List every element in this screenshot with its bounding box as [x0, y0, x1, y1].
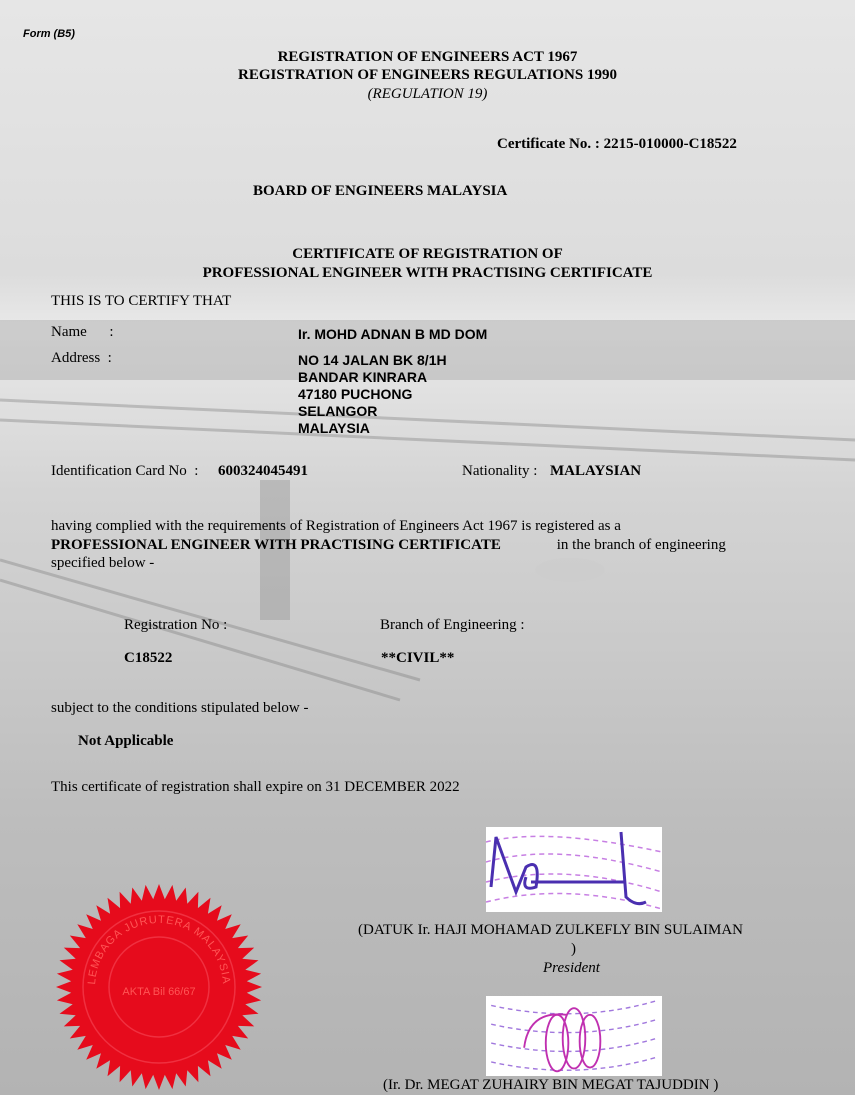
header-act: REGISTRATION OF ENGINEERS ACT 1967	[277, 49, 578, 65]
registration-category: PROFESSIONAL ENGINEER WITH PRACTISING CERTIFICATE	[51, 537, 501, 553]
address-line: 47180 PUCHONG	[298, 386, 413, 402]
certificate-title-2: PROFESSIONAL ENGINEER WITH PRACTISING CERTIFICATE	[202, 265, 653, 281]
president-name: (DATUK Ir. HAJI MOHAMAD ZULKEFLY BIN SULAIMAN	[358, 922, 744, 938]
header-regulations: REGISTRATION OF ENGINEERS REGULATIONS 1990	[238, 67, 617, 83]
header-regulation-no: (REGULATION 19)	[367, 86, 488, 102]
expiry-text: This certificate of registration shall expire on 31 DECEMBER 2022	[51, 779, 460, 795]
address-line: BANDAR KINRARA	[298, 369, 428, 385]
president-signature	[486, 827, 662, 912]
engineer-name: Ir. MOHD ADNAN B MD DOM	[298, 326, 488, 342]
registrar-name: (Ir. Dr. MEGAT ZUHAIRY BIN MEGAT TAJUDDIN )	[383, 1077, 719, 1093]
branch-value: **CIVIL**	[381, 650, 455, 666]
president-name-close: )	[571, 941, 576, 957]
name-label: Name :	[51, 324, 114, 340]
address-line: NO 14 JALAN BK 8/1H	[298, 352, 447, 368]
registration-no-label: Registration No :	[124, 617, 228, 633]
ic-number: 600324045491	[218, 463, 308, 479]
address-line: MALAYSIA	[298, 420, 370, 436]
certificate-title-1: CERTIFICATE OF REGISTRATION OF	[292, 246, 563, 262]
nationality-label: Nationality :	[462, 463, 542, 479]
complied-line-1: having complied with the requirements of Registration of Engineers Act 1967 is registered as a	[51, 518, 621, 534]
conditions-value: Not Applicable	[78, 733, 174, 749]
seal-inner-text: AKTA Bil 66/67	[122, 986, 196, 998]
complied-line-3: specified below -	[51, 555, 155, 571]
certify-text: THIS IS TO CERTIFY THAT	[51, 293, 232, 309]
address-block	[298, 352, 447, 437]
nationality-value: MALAYSIAN	[550, 463, 642, 479]
complied-rest: in the branch of engineering	[553, 537, 726, 553]
seal-outer-text: LEMBAGA JURUTERA MALAYSIA	[85, 913, 233, 986]
conditions-label: subject to the conditions stipulated below -	[51, 700, 309, 716]
address-label: Address :	[51, 350, 112, 366]
certificate-number: Certificate No. : 2215-010000-C18522	[497, 136, 737, 152]
ic-label: Identification Card No :	[51, 463, 203, 479]
board-name: BOARD OF ENGINEERS MALAYSIA	[253, 183, 508, 199]
address-line: SELANGOR	[298, 403, 378, 419]
branch-label: Branch of Engineering :	[380, 617, 525, 633]
registration-no: C18522	[124, 650, 173, 666]
president-title: President	[543, 960, 600, 976]
form-label: Form (B5)	[23, 28, 75, 40]
official-seal	[55, 883, 263, 1091]
registrar-signature	[486, 996, 662, 1076]
